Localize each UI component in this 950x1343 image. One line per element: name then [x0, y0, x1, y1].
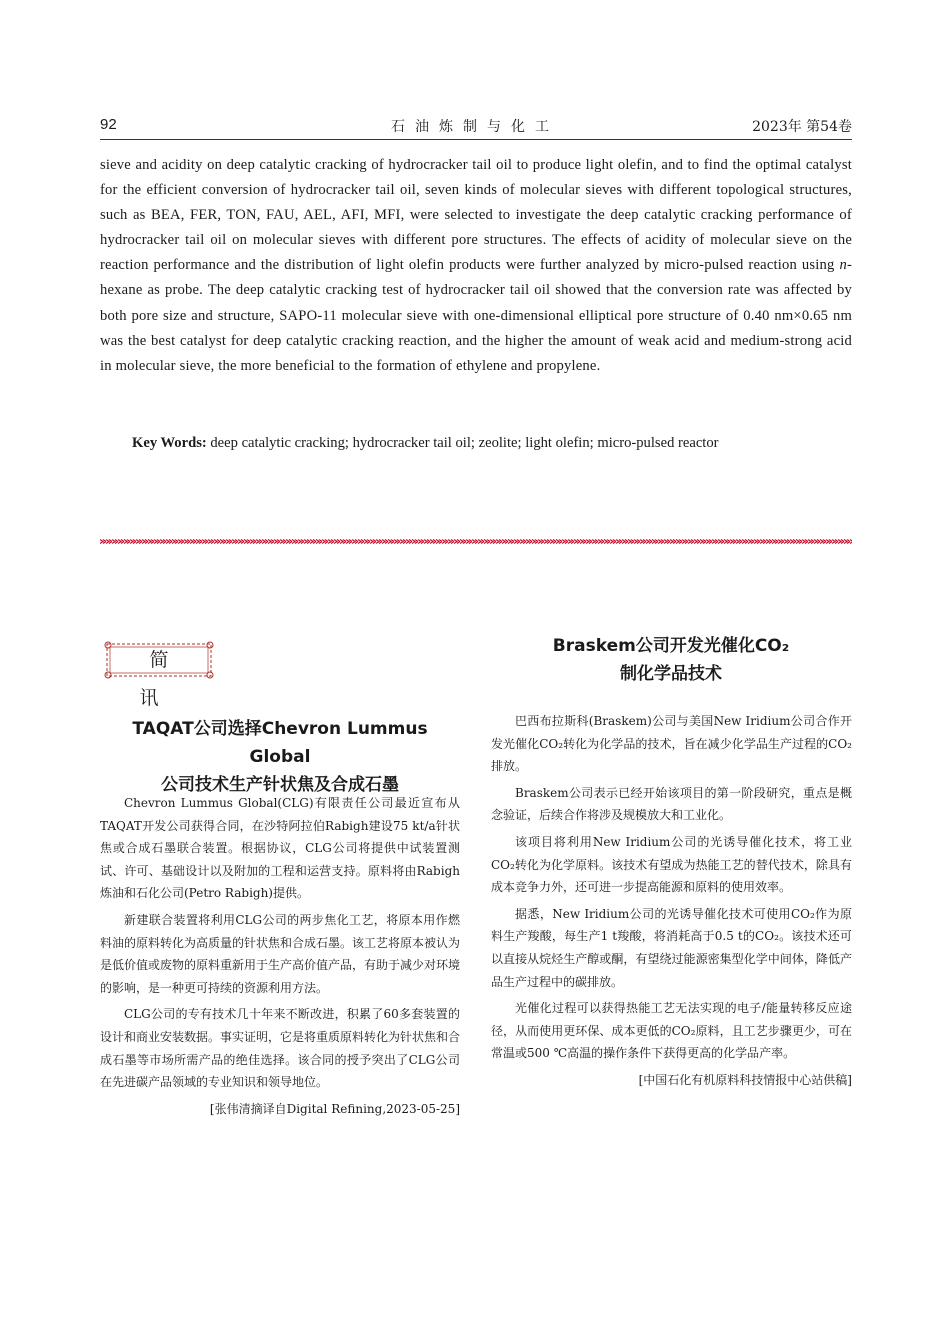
article2-paragraph: 光催化过程可以获得热能工艺无法实现的电子/能量转移反应途径，从而使用更环保、成本更低的CO₂原料，且工艺步骤更少，可在常温或500 ℃高温的操作条件下获得更高的化学品产率。 — [491, 1001, 852, 1061]
article1-title-line1: TAQAT公司选择Chevron Lummus Global — [132, 719, 428, 767]
journal-title: 石油炼制与化工 — [391, 119, 559, 135]
keywords — [132, 431, 862, 456]
article1-paragraph: Chevron Lummus Global(CLG)有限责任公司最近宣布从TAQAT开发公司获得合同，在沙特阿拉伯Rabigh建设75 kt/a针状焦或合成石墨联合装置。根据协议，CLG公司将提供中试装置测试、许可、基础设计以及附加的工程和运营支持。原料将由Rabigh炼油和石化公司(Petro Rabigh)提供。 — [100, 796, 460, 901]
header-rule — [100, 139, 852, 140]
article2-paragraph: 据悉，New Iridium公司的光诱导催化技术可使用CO₂作为原料生产羧酸，每生产1 t羧酸，将消耗高于0.5 t的CO₂。该技术还可以直接从烷烃生产醇或酮，有望绕过能源密集型化学中间体，降低产品生产过程中的碳排放。 — [491, 906, 852, 989]
article2-title-line1: Braskem公司开发光催化CO₂ — [552, 636, 790, 656]
section-label: 简 讯 — [139, 649, 189, 709]
decorative-divider — [100, 538, 852, 545]
article1-body — [100, 792, 460, 1124]
article1-paragraph: 新建联合装置将利用CLG公司的两步焦化工艺，将原本用作燃料油的原料转化为高质量的针状焦和合成石墨。该工艺将原本被认为是低价值或废物的原料重新用于生产高价值产品，有助于减少对环境的影响，是一种更可持续的资源利用方法。 — [100, 912, 461, 995]
page-number: 92 — [100, 116, 117, 133]
article2-paragraph: 巴西布拉斯科(Braskem)公司与美国New Iridium公司合作开发光催化CO₂转化为化学品的技术，旨在减少化学品生产过程的CO₂排放。 — [491, 714, 852, 774]
keywords-list: deep catalytic cracking; hydrocracker tail oil; zeolite; light olefin; micro-pulsed reactor — [206, 435, 719, 451]
article1-title — [100, 715, 460, 799]
article2-title — [490, 632, 852, 688]
keywords-label: Key Words: — [132, 435, 207, 451]
article2-paragraph: 该项目将利用New Iridium公司的光诱导催化技术，将工业CO₂转化为化学原料。该技术有望成为热能工艺的替代技术，除具有成本竞争力外，还可进一步提高能源和原料的使用效率。 — [491, 834, 852, 895]
abstract-text-2: -hexane as probe. The deep catalytic cracking test of hydrocracker tail oil showed that the conversion rate was affected by both pore size and structure, SAPO-11 molecular sieve with one-dimensional elliptical pore structure of 0.40 nm×0.65 nm was the best catalyst for deep catalytic cracking reaction, and the higher the amount of weak acid and medium-strong acid in molecular sieve, the more beneficial to the formation of ethylene and propylene. — [100, 257, 852, 374]
article2-source: [中国石化有机原料科技情报中心站供稿] — [638, 1072, 852, 1087]
abstract-italic-n: n — [839, 257, 847, 274]
article1-title-line2: 公司技术生产针状焦及合成石墨 — [161, 775, 399, 795]
abstract-text-1: sieve and acidity on deep catalytic cracking of hydrocracker tail oil to produce light olefin, and to find the optimal catalyst for the efficient conversion of hydrocracker tail oil, seven kinds of molecular sieves with different topological structures, such as BEA, FER, TON, FAU, AEL, AFI, MFI, were selected to investigate the deep catalytic cracking performance of hydrocracker tail oil on molecular sieves with different pore structures. The effects of acidity of molecular sieve on the reaction performance and the distribution of light olefin products were further analyzed by micro-pulsed reaction using — [100, 157, 852, 274]
issue-info: 2023年 第54卷 — [752, 119, 852, 135]
article2-title-line2: 制化学品技术 — [620, 664, 722, 684]
article1-paragraph: CLG公司的专有技术几十年来不断改进，积累了60多套装置的设计和商业安装数据。事实证明，它是将重质原料转化为针状焦和合成石墨等市场所需产品的绝佳选择。该合同的授予突出了CLG公司在先进碳产品领域的专业知识和领导地位。 — [100, 1007, 461, 1090]
article2-paragraph: Braskem公司表示已经开始该项目的第一阶段研究，重点是概念验证，后续合作将涉及规模放大和工业化。 — [491, 785, 852, 823]
article2-body — [491, 710, 852, 1096]
abstract-body — [100, 153, 852, 379]
article1-source: [张伟清摘译自Digital Refining,2023-05-25] — [209, 1101, 460, 1116]
section-label-frame — [104, 641, 214, 709]
